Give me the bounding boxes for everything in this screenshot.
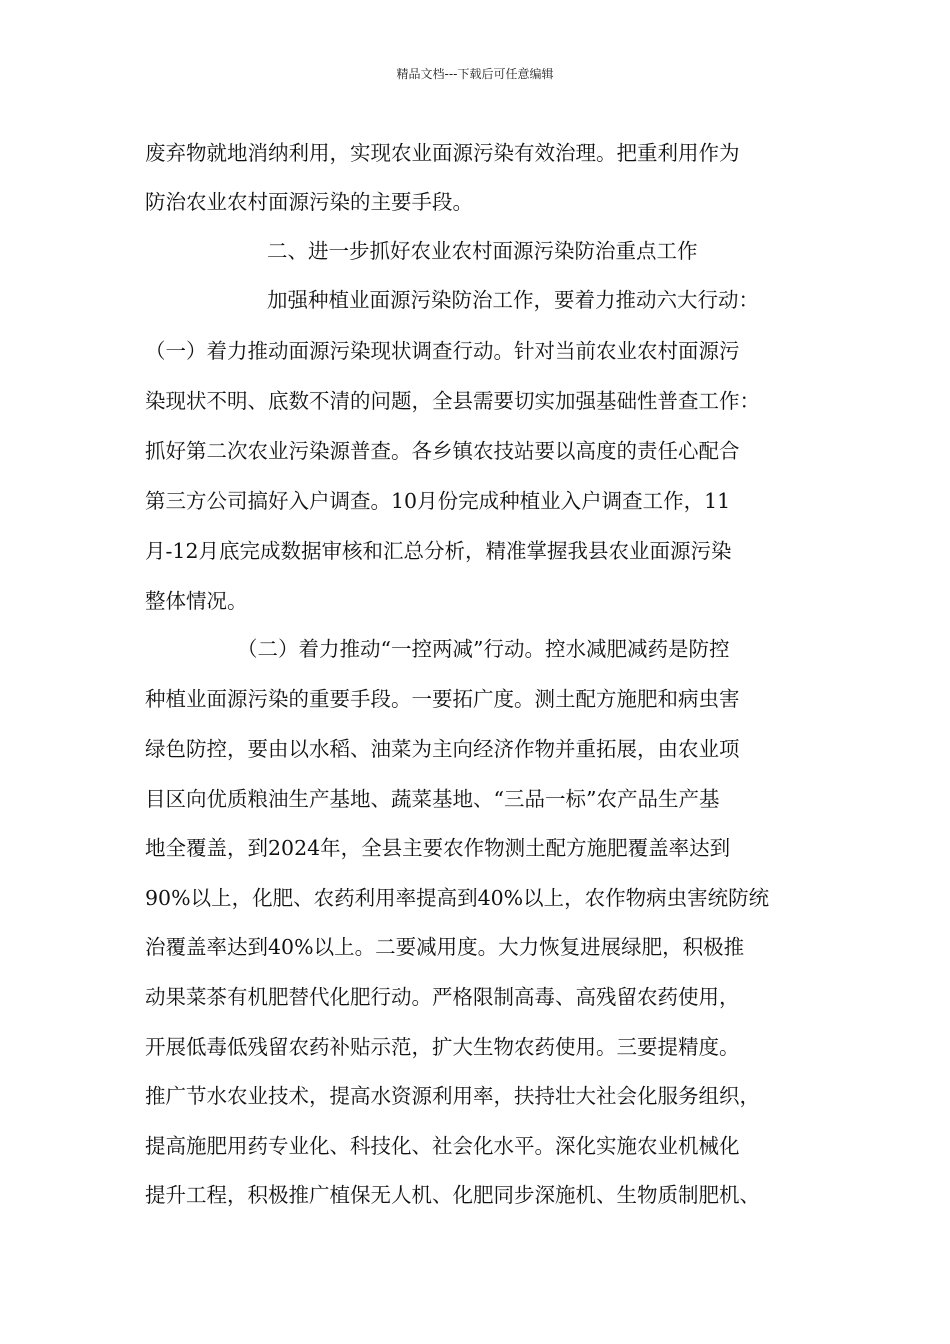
body-line: 治覆盖率达到40%以上。二要减用度。大力恢复进展绿肥，积极推: [145, 935, 745, 959]
body-line: 绿色防控，要由以水稻、油菜为主向经济作物并重拓展，由农业项: [145, 737, 740, 761]
body-line: 抓好第二次农业污染源普查。各乡镇农技站要以高度的责任心配合: [145, 439, 740, 463]
body-line: 种植业面源污染的重要手段。一要拓广度。测土配方施肥和病虫害: [145, 687, 740, 711]
body-line: 染现状不明、底数不清的问题，全县需要切实加强基础性普查工作：: [145, 389, 760, 413]
section-heading: 二、进一步抓好农业农村面源污染防治重点工作: [267, 239, 698, 263]
body-line: 废弃物就地消纳利用，实现农业面源污染有效治理。把重利用作为: [145, 141, 740, 165]
body-line: 提升工程，积极推广植保无人机、化肥同步深施机、生物质制肥机、: [145, 1183, 760, 1207]
page-header: 精品文档---下载后可任意编辑: [396, 67, 554, 81]
body-line: （二）着力推动“一控两减”行动。控水减肥减药是防控: [237, 637, 730, 661]
body-line: 月-12月底完成数据审核和汇总分析，精准掌握我县农业面源污染: [145, 539, 732, 563]
body-line: 动果菜茶有机肥替代化肥行动。严格限制高毒、高残留农药使用，: [145, 985, 740, 1009]
body-line: 开展低毒低残留农药补贴示范，扩大生物农药使用。三要提精度。: [145, 1035, 740, 1059]
body-line: 加强种植业面源污染防治工作，要着力推动六大行动：: [267, 288, 759, 312]
body-line: 目区向优质粮油生产基地、蔬菜基地、“三品一标”农产品生产基: [145, 787, 720, 811]
body-line: 第三方公司搞好入户调查。10月份完成种植业入户调查工作，11: [145, 489, 731, 513]
body-line: 90%以上，化肥、农药利用率提高到40%以上，农作物病虫害统防统: [145, 886, 770, 910]
body-line: 推广节水农业技术，提高水资源利用率，扶持壮大社会化服务组织，: [145, 1084, 760, 1108]
body-line: （一）着力推动面源污染现状调查行动。针对当前农业农村面源污: [145, 339, 740, 363]
body-line: 整体情况。: [145, 589, 248, 613]
body-line: 防治农业农村面源污染的主要手段。: [145, 190, 473, 214]
body-line: 提高施肥用药专业化、科技化、社会化水平。深化实施农业机械化: [145, 1134, 740, 1158]
body-line: 地全覆盖，到2024年，全县主要农作物测土配方施肥覆盖率达到: [145, 836, 731, 860]
